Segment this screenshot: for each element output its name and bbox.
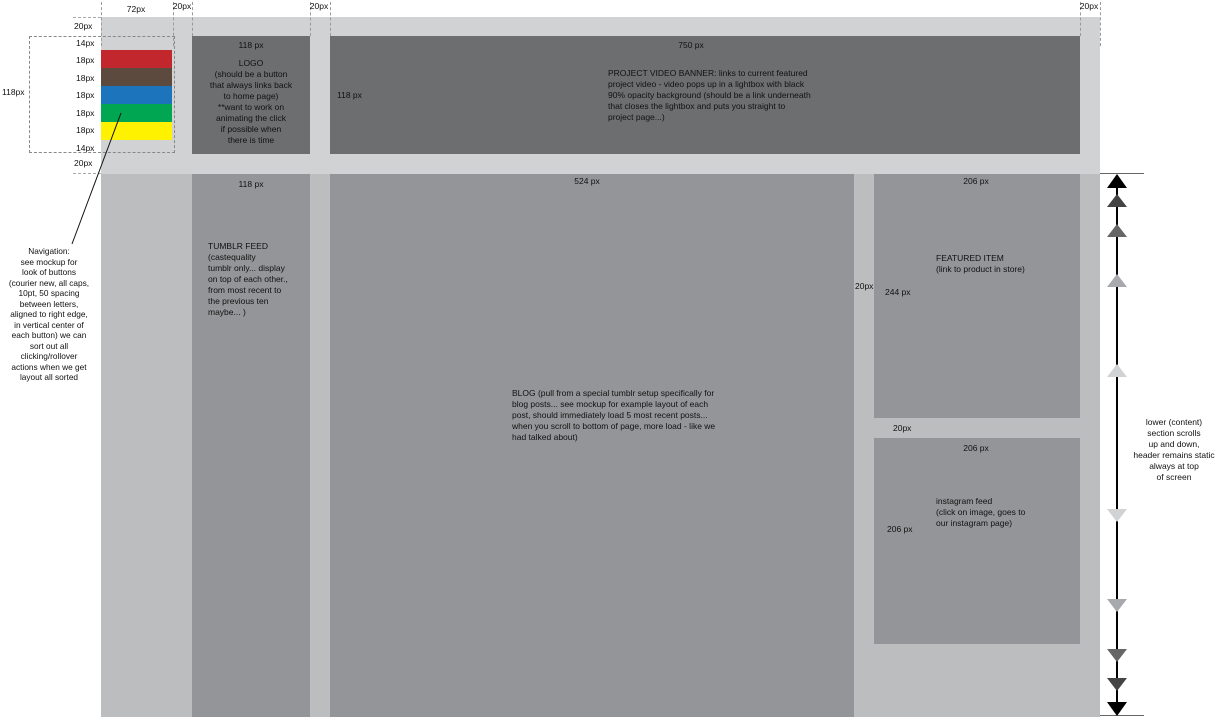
- height-label: 18px: [76, 55, 95, 65]
- height-label: 20px: [74, 21, 93, 31]
- scroll-down-arrow-icon: [1107, 678, 1127, 691]
- instagram-height-label: 206 px: [887, 524, 913, 534]
- height-label: 18px: [76, 90, 95, 100]
- blog-description: BLOG (pull from a special tumblr setup specifically for blog posts... see mockup for example layout of each post, should immediately load 5 most recent posts... when you scroll to bottom of page, more load - like we had talked about): [512, 388, 716, 442]
- featured-height-label: 244 px: [885, 287, 911, 297]
- tick-line: [1100, 2, 1101, 46]
- featured-gap-label: 20px: [855, 281, 874, 291]
- scroll-axis-line: [1116, 180, 1118, 710]
- tumblr-width-label: 118 px: [238, 179, 264, 189]
- height-label: 14px: [76, 38, 95, 48]
- scroll-down-arrow-icon: [1107, 702, 1127, 716]
- height-label: 18px: [76, 108, 95, 118]
- scroll-down-arrow-icon: [1107, 649, 1127, 662]
- scroll-up-arrow-icon: [1107, 274, 1127, 287]
- tumblr-description: TUMBLR FEED (castequality tumblr only... display on top of each other., from most recent to the previous ten maybe... ): [208, 241, 288, 317]
- scroll-down-arrow-icon: [1107, 509, 1127, 522]
- banner-width-label: 750 px: [678, 40, 704, 50]
- height-label: 14px: [76, 143, 95, 153]
- logo-description: LOGO (should be a button that always links back to home page) **want to work on animating the click if possible when there is time: [209, 58, 293, 145]
- featured-width-label: 206 px: [963, 176, 989, 186]
- instagram-width-label: 206 px: [963, 443, 989, 453]
- width-label-gap3: 20px: [1079, 1, 1099, 11]
- scroll-up-arrow-icon: [1107, 224, 1127, 237]
- featured-description: FEATURED ITEM (link to product in store): [936, 253, 1025, 274]
- navigation-note: Navigation: see mockup for look of buttons (courier new, all caps, 10pt, 50 spacing between letters, aligned to right edge, in vertical center of each button) we can sort out all clicking/rollover actions when we get layout all sorted: [8, 246, 90, 382]
- nav-pointer-line: [0, 0, 200, 260]
- scroll-up-arrow-icon: [1107, 194, 1127, 207]
- instagram-description: instagram feed (click on image, goes to our instagram page): [936, 496, 1026, 528]
- banner-description: PROJECT VIDEO BANNER: links to current featured project video - video pops up in a lightbox with black 90% opacity background (should be a link underneath that closes the lightbox and puts you straight to project page...): [608, 68, 811, 122]
- instagram-feed-box[interactable]: [874, 438, 1080, 644]
- height-label: 18px: [76, 73, 95, 83]
- right-gap-label: 20px: [893, 423, 912, 433]
- banner-height-label: 118 px: [337, 90, 362, 100]
- scroll-note: lower (content) section scrolls up and down, header remains static always at top of screen: [1133, 417, 1215, 482]
- blog-column: [330, 174, 854, 717]
- width-label-gap1: 20px: [172, 1, 192, 11]
- width-label-gap2: 20px: [309, 1, 329, 11]
- height-label: 18px: [76, 125, 95, 135]
- height-label: 20px: [74, 158, 93, 168]
- scroll-up-arrow-icon: [1107, 364, 1127, 377]
- blog-width-label: 524 px: [574, 176, 600, 186]
- logo-width-label: 118 px: [238, 40, 264, 50]
- tick-line: [330, 2, 331, 36]
- scroll-down-arrow-icon: [1107, 599, 1127, 612]
- header-height-label: 118px: [2, 87, 25, 97]
- width-label-nav: 72px: [126, 4, 146, 14]
- scroll-up-arrow-icon: [1107, 174, 1127, 188]
